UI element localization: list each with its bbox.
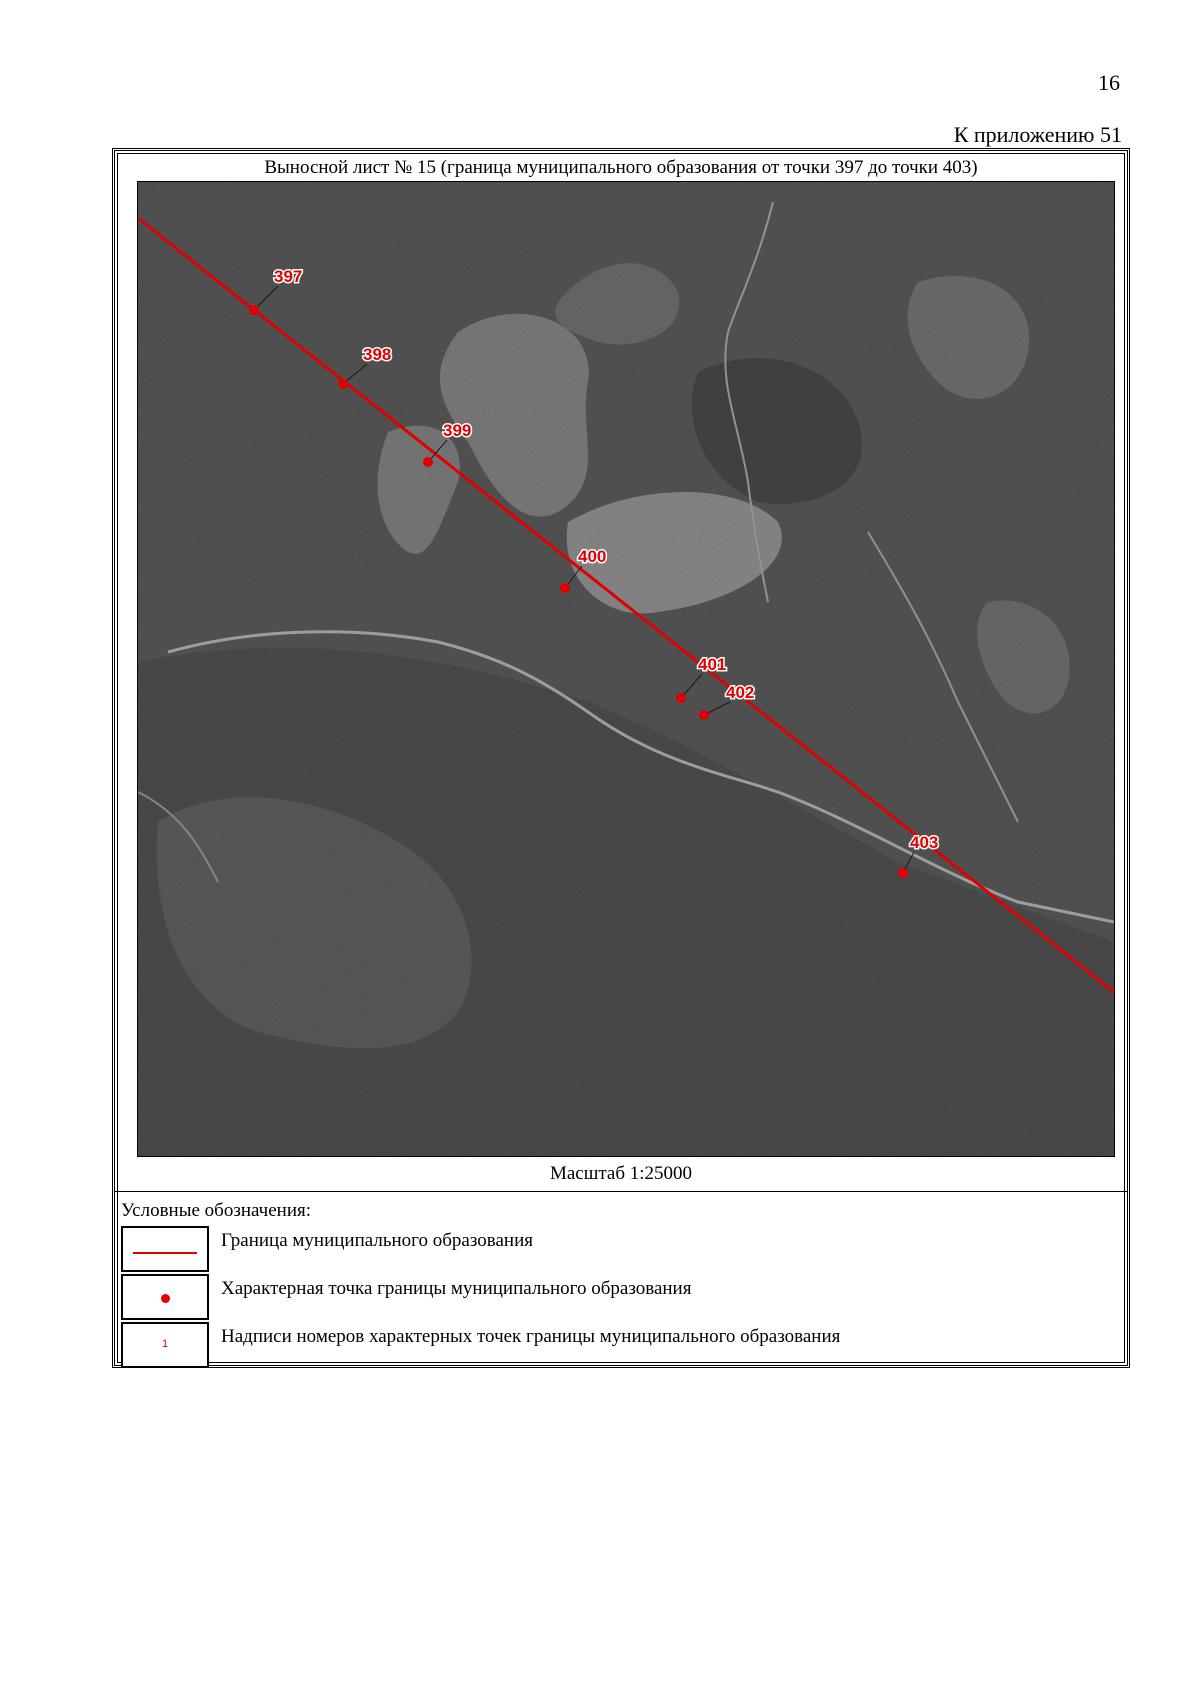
legend: [115, 1191, 1127, 1365]
legend-label: Граница муниципального образования: [221, 1230, 533, 1251]
point-label-402: 402: [726, 683, 755, 702]
boundary-point-397[interactable]: [249, 305, 259, 315]
annex-reference: К приложению 51: [953, 122, 1122, 147]
point-label-398: 398: [363, 345, 392, 364]
map-area[interactable]: [137, 181, 1115, 1157]
red-dot-icon: [121, 1274, 209, 1320]
point-label-397: 397: [274, 267, 303, 286]
boundary-point-400[interactable]: [560, 583, 570, 593]
sheet-title: Выносной лист № 15 (граница муниципального образования от точки 397 до точки 403): [264, 157, 978, 178]
legend-item-point: [121, 1274, 1121, 1322]
point-label-399: 399: [443, 421, 472, 440]
legend-title: Условные обозначения:: [121, 1200, 312, 1221]
red-line-icon: [121, 1226, 209, 1272]
legend-item-boundary: [121, 1226, 1121, 1274]
point-label-401: 401: [698, 655, 727, 674]
page-number: 16: [1098, 70, 1120, 95]
point-number-sample: 1: [161, 1338, 169, 1350]
satellite-map[interactable]: [138, 182, 1114, 1156]
boundary-point-401[interactable]: [676, 693, 686, 703]
legend-label: Характерная точка границы муниципального образования: [221, 1278, 692, 1299]
boundary-point-402[interactable]: [699, 710, 709, 720]
legend-label: Надписи номеров характерных точек границы муниципального образования: [221, 1326, 841, 1347]
boundary-point-403[interactable]: [898, 868, 908, 878]
sheet-frame: [112, 148, 1130, 1368]
boundary-point-399[interactable]: [423, 457, 433, 467]
legend-item-point-number: [121, 1322, 1121, 1370]
point-number-icon: [121, 1322, 209, 1368]
boundary-point-398[interactable]: [338, 379, 348, 389]
point-label-403: 403: [910, 833, 939, 852]
point-label-400: 400: [578, 547, 607, 566]
scale-text: Масштаб 1:25000: [549, 1163, 693, 1184]
